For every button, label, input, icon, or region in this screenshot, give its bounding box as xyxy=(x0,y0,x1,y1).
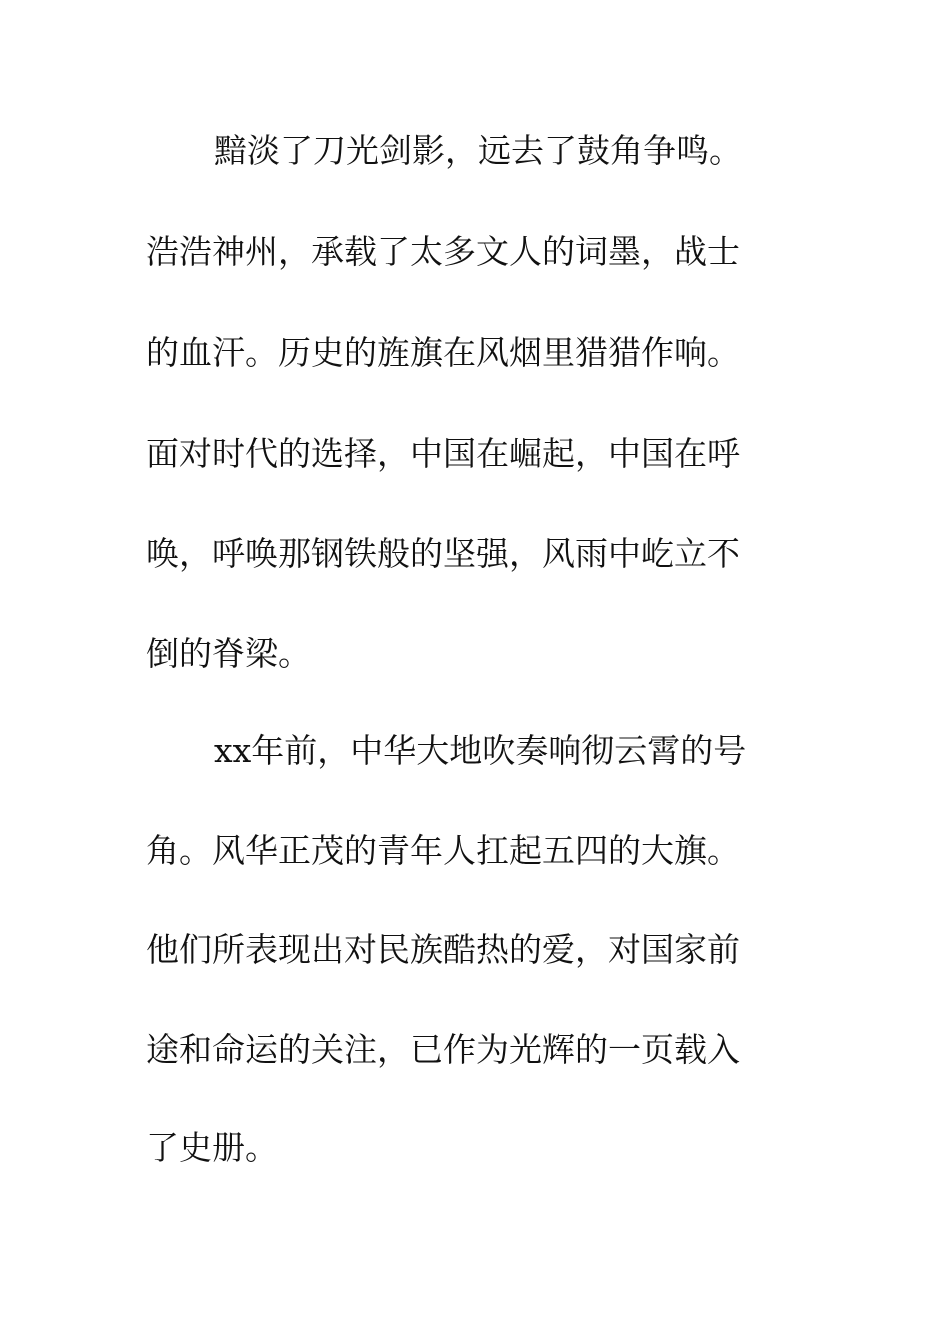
paragraph-1-line-6: 倒的脊梁。 xyxy=(146,634,311,673)
paragraph-2-line-4: 途和命运的关注，已作为光辉的一页载入 xyxy=(146,1030,740,1069)
paragraph-2-line-1: xx年前，中华大地吹奏响彻云霄的号 xyxy=(214,731,747,770)
paragraph-2-line-3: 他们所表现出对民族酷热的爱，对国家前 xyxy=(146,930,740,969)
paragraph-1-line-1: 黯淡了刀光剑影，远去了鼓角争鸣。 xyxy=(214,131,742,170)
paragraph-2-line-5: 了史册。 xyxy=(146,1128,278,1167)
paragraph-1-line-3: 的血汗。历史的旌旗在风烟里猎猎作响。 xyxy=(146,333,740,372)
paragraph-1-line-2: 浩浩神州，承载了太多文人的词墨，战士 xyxy=(146,232,740,271)
paragraph-2-line-2: 角。风华正茂的青年人扛起五四的大旗。 xyxy=(146,831,740,870)
paragraph-1-line-5: 唤，呼唤那钢铁般的坚强，风雨中屹立不 xyxy=(146,534,740,573)
paragraph-1-line-4: 面对时代的选择，中国在崛起，中国在呼 xyxy=(146,434,740,473)
